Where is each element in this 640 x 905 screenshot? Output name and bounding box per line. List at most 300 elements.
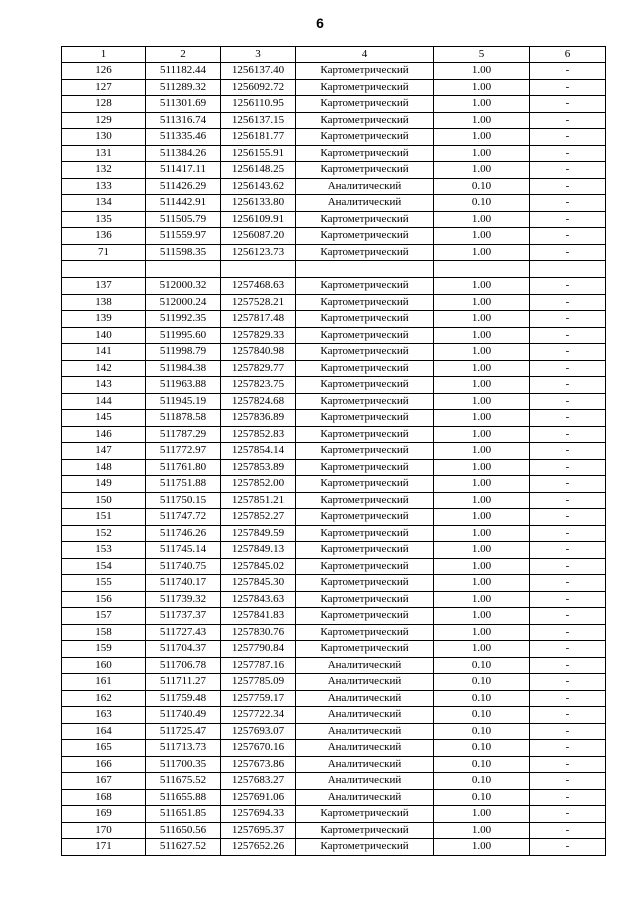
y-coordinate-cell: 1256155.91 (221, 145, 296, 162)
table-row (62, 789, 606, 806)
point-number-cell (62, 261, 146, 278)
accuracy-cell: 1.00 (434, 96, 530, 113)
note-cell: - (530, 690, 606, 707)
method-cell: Аналитический (296, 740, 434, 757)
point-number-cell: 127 (62, 79, 146, 96)
accuracy-cell: 1.00 (434, 509, 530, 526)
note-cell: - (530, 624, 606, 641)
method-cell (296, 261, 434, 278)
x-coordinate-cell: 511706.78 (146, 657, 221, 674)
x-coordinate-cell: 511963.88 (146, 377, 221, 394)
method-cell: Аналитический (296, 178, 434, 195)
table-row (62, 756, 606, 773)
accuracy-cell: 1.00 (434, 327, 530, 344)
method-cell: Аналитический (296, 195, 434, 212)
method-cell: Картометрический (296, 294, 434, 311)
table-row (62, 806, 606, 823)
point-number-cell: 149 (62, 476, 146, 493)
accuracy-cell: 1.00 (434, 344, 530, 361)
x-coordinate-cell: 511878.58 (146, 410, 221, 427)
note-cell: - (530, 344, 606, 361)
y-coordinate-cell: 1257673.86 (221, 756, 296, 773)
table-row (62, 674, 606, 691)
note-cell: - (530, 195, 606, 212)
y-coordinate-cell: 1257790.84 (221, 641, 296, 658)
y-coordinate-cell: 1257841.83 (221, 608, 296, 625)
y-coordinate-cell: 1257853.89 (221, 459, 296, 476)
point-number-cell: 151 (62, 509, 146, 526)
table-row (62, 377, 606, 394)
x-coordinate-cell: 511740.17 (146, 575, 221, 592)
point-number-cell: 136 (62, 228, 146, 245)
method-cell: Картометрический (296, 591, 434, 608)
y-coordinate-cell: 1257670.16 (221, 740, 296, 757)
method-cell: Аналитический (296, 657, 434, 674)
point-number-cell: 134 (62, 195, 146, 212)
note-cell: - (530, 558, 606, 575)
method-cell: Картометрический (296, 822, 434, 839)
point-number-cell: 133 (62, 178, 146, 195)
note-cell: - (530, 641, 606, 658)
table-row (62, 443, 606, 460)
table-row (62, 459, 606, 476)
y-coordinate-cell: 1256110.95 (221, 96, 296, 113)
method-cell: Аналитический (296, 773, 434, 790)
table-row (62, 360, 606, 377)
y-coordinate-cell: 1257823.75 (221, 377, 296, 394)
x-coordinate-cell: 511711.27 (146, 674, 221, 691)
point-number-cell: 171 (62, 839, 146, 856)
method-cell: Картометрический (296, 112, 434, 129)
note-cell: - (530, 294, 606, 311)
note-cell: - (530, 360, 606, 377)
point-number-cell: 152 (62, 525, 146, 542)
point-number-cell: 165 (62, 740, 146, 757)
table-row (62, 426, 606, 443)
point-number-cell: 156 (62, 591, 146, 608)
point-number-cell: 158 (62, 624, 146, 641)
y-coordinate-cell: 1257854.14 (221, 443, 296, 460)
note-cell: - (530, 509, 606, 526)
point-number-cell: 135 (62, 211, 146, 228)
table-row (62, 311, 606, 328)
x-coordinate-cell (146, 261, 221, 278)
point-number-cell: 142 (62, 360, 146, 377)
point-number-cell: 144 (62, 393, 146, 410)
x-coordinate-cell: 511745.14 (146, 542, 221, 559)
table-row (62, 112, 606, 129)
point-number-cell: 137 (62, 278, 146, 295)
accuracy-cell: 1.00 (434, 112, 530, 129)
accuracy-cell: 1.00 (434, 459, 530, 476)
y-coordinate-cell: 1257840.98 (221, 344, 296, 361)
point-number-cell: 147 (62, 443, 146, 460)
table-row (62, 558, 606, 575)
x-coordinate-cell: 511182.44 (146, 63, 221, 80)
note-cell: - (530, 756, 606, 773)
note-cell: - (530, 723, 606, 740)
x-coordinate-cell: 511335.46 (146, 129, 221, 146)
y-coordinate-cell: 1257785.09 (221, 674, 296, 691)
point-number-cell: 162 (62, 690, 146, 707)
note-cell: - (530, 789, 606, 806)
note-cell: - (530, 426, 606, 443)
y-coordinate-cell: 1257824.68 (221, 393, 296, 410)
note-cell: - (530, 459, 606, 476)
x-coordinate-cell: 511704.37 (146, 641, 221, 658)
accuracy-cell: 1.00 (434, 558, 530, 575)
note-cell: - (530, 377, 606, 394)
accuracy-cell: 1.00 (434, 476, 530, 493)
table-row (62, 79, 606, 96)
accuracy-cell: 0.10 (434, 674, 530, 691)
table-row (62, 542, 606, 559)
accuracy-cell: 0.10 (434, 195, 530, 212)
accuracy-cell: 1.00 (434, 228, 530, 245)
table-row (62, 492, 606, 509)
point-number-cell: 164 (62, 723, 146, 740)
method-cell: Картометрический (296, 509, 434, 526)
method-cell: Картометрический (296, 96, 434, 113)
header-cell-1: 1 (62, 47, 146, 63)
y-coordinate-cell: 1257468.63 (221, 278, 296, 295)
y-coordinate-cell: 1257694.33 (221, 806, 296, 823)
accuracy-cell: 1.00 (434, 377, 530, 394)
accuracy-cell: 1.00 (434, 575, 530, 592)
note-cell: - (530, 773, 606, 790)
method-cell: Аналитический (296, 723, 434, 740)
x-coordinate-cell: 511740.75 (146, 558, 221, 575)
note-cell: - (530, 443, 606, 460)
accuracy-cell: 1.00 (434, 806, 530, 823)
table-row (62, 228, 606, 245)
y-coordinate-cell: 1256143.62 (221, 178, 296, 195)
y-coordinate-cell: 1257652.26 (221, 839, 296, 856)
accuracy-cell: 1.00 (434, 79, 530, 96)
note-cell: - (530, 244, 606, 261)
table-row (62, 773, 606, 790)
method-cell: Картометрический (296, 145, 434, 162)
point-number-cell: 140 (62, 327, 146, 344)
method-cell: Картометрический (296, 327, 434, 344)
note-cell: - (530, 79, 606, 96)
point-number-cell: 167 (62, 773, 146, 790)
note-cell: - (530, 591, 606, 608)
y-coordinate-cell: 1257829.33 (221, 327, 296, 344)
y-coordinate-cell: 1257829.77 (221, 360, 296, 377)
header-cell-2: 2 (146, 47, 221, 63)
table-row (62, 608, 606, 625)
y-coordinate-cell: 1257695.37 (221, 822, 296, 839)
point-number-cell: 154 (62, 558, 146, 575)
point-number-cell: 161 (62, 674, 146, 691)
accuracy-cell: 0.10 (434, 773, 530, 790)
point-number-cell: 138 (62, 294, 146, 311)
accuracy-cell: 1.00 (434, 591, 530, 608)
x-coordinate-cell: 511442.91 (146, 195, 221, 212)
y-coordinate-cell: 1256087.20 (221, 228, 296, 245)
method-cell: Картометрический (296, 311, 434, 328)
table-row (62, 145, 606, 162)
accuracy-cell: 1.00 (434, 311, 530, 328)
x-coordinate-cell: 512000.24 (146, 294, 221, 311)
note-cell: - (530, 129, 606, 146)
method-cell: Картометрический (296, 244, 434, 261)
accuracy-cell: 1.00 (434, 822, 530, 839)
table-row (62, 244, 606, 261)
note-cell: - (530, 657, 606, 674)
note-cell: - (530, 575, 606, 592)
note-cell: - (530, 410, 606, 427)
accuracy-cell: 0.10 (434, 740, 530, 757)
accuracy-cell: 1.00 (434, 426, 530, 443)
method-cell: Картометрический (296, 624, 434, 641)
note-cell: - (530, 707, 606, 724)
x-coordinate-cell: 511945.19 (146, 393, 221, 410)
accuracy-cell: 1.00 (434, 492, 530, 509)
method-cell: Аналитический (296, 690, 434, 707)
method-cell: Картометрический (296, 426, 434, 443)
note-cell: - (530, 112, 606, 129)
y-coordinate-cell: 1256133.80 (221, 195, 296, 212)
accuracy-cell (434, 261, 530, 278)
y-coordinate-cell: 1257851.21 (221, 492, 296, 509)
table-row (62, 178, 606, 195)
x-coordinate-cell: 511651.85 (146, 806, 221, 823)
note-cell: - (530, 162, 606, 179)
table-row (62, 591, 606, 608)
table-row (62, 839, 606, 856)
y-coordinate-cell: 1257759.17 (221, 690, 296, 707)
table-row (62, 96, 606, 113)
note-cell: - (530, 211, 606, 228)
y-coordinate-cell: 1257830.76 (221, 624, 296, 641)
y-coordinate-cell: 1257817.48 (221, 311, 296, 328)
note-cell: - (530, 228, 606, 245)
method-cell: Картометрический (296, 459, 434, 476)
note-cell: - (530, 327, 606, 344)
x-coordinate-cell: 511747.72 (146, 509, 221, 526)
accuracy-cell: 1.00 (434, 624, 530, 641)
note-cell: - (530, 145, 606, 162)
table-row (62, 344, 606, 361)
table-row (62, 195, 606, 212)
x-coordinate-cell: 511559.97 (146, 228, 221, 245)
x-coordinate-cell: 511289.32 (146, 79, 221, 96)
x-coordinate-cell: 511700.35 (146, 756, 221, 773)
point-number-cell: 150 (62, 492, 146, 509)
accuracy-cell: 0.10 (434, 657, 530, 674)
header-cell-5: 5 (434, 47, 530, 63)
x-coordinate-cell: 511316.74 (146, 112, 221, 129)
accuracy-cell: 1.00 (434, 162, 530, 179)
x-coordinate-cell: 511713.73 (146, 740, 221, 757)
accuracy-cell: 1.00 (434, 63, 530, 80)
method-cell: Картометрический (296, 492, 434, 509)
x-coordinate-cell: 511737.37 (146, 608, 221, 625)
table-header-row (62, 47, 606, 63)
x-coordinate-cell: 511787.29 (146, 426, 221, 443)
method-cell: Картометрический (296, 63, 434, 80)
table-row (62, 624, 606, 641)
y-coordinate-cell: 1256148.25 (221, 162, 296, 179)
method-cell: Картометрический (296, 278, 434, 295)
y-coordinate-cell: 1257528.21 (221, 294, 296, 311)
point-number-cell: 132 (62, 162, 146, 179)
x-coordinate-cell: 511739.32 (146, 591, 221, 608)
x-coordinate-cell: 512000.32 (146, 278, 221, 295)
x-coordinate-cell: 511998.79 (146, 344, 221, 361)
table-row (62, 261, 606, 278)
note-cell: - (530, 542, 606, 559)
table-row (62, 509, 606, 526)
x-coordinate-cell: 511627.52 (146, 839, 221, 856)
method-cell: Картометрический (296, 839, 434, 856)
method-cell: Картометрический (296, 806, 434, 823)
method-cell: Картометрический (296, 162, 434, 179)
method-cell: Аналитический (296, 789, 434, 806)
point-number-cell: 129 (62, 112, 146, 129)
y-coordinate-cell: 1256123.73 (221, 244, 296, 261)
point-number-cell: 131 (62, 145, 146, 162)
method-cell: Картометрический (296, 608, 434, 625)
method-cell: Картометрический (296, 542, 434, 559)
y-coordinate-cell: 1256137.15 (221, 112, 296, 129)
page-number: 6 (316, 15, 324, 31)
accuracy-cell: 1.00 (434, 129, 530, 146)
point-number-cell: 160 (62, 657, 146, 674)
point-number-cell: 166 (62, 756, 146, 773)
note-cell: - (530, 96, 606, 113)
accuracy-cell: 1.00 (434, 443, 530, 460)
accuracy-cell: 0.10 (434, 690, 530, 707)
note-cell: - (530, 608, 606, 625)
point-number-cell: 141 (62, 344, 146, 361)
accuracy-cell: 0.10 (434, 178, 530, 195)
note-cell: - (530, 525, 606, 542)
y-coordinate-cell: 1257852.83 (221, 426, 296, 443)
table-row (62, 707, 606, 724)
x-coordinate-cell: 511727.43 (146, 624, 221, 641)
point-number-cell: 163 (62, 707, 146, 724)
table-row (62, 575, 606, 592)
x-coordinate-cell: 511675.52 (146, 773, 221, 790)
method-cell: Картометрический (296, 476, 434, 493)
accuracy-cell: 1.00 (434, 608, 530, 625)
y-coordinate-cell: 1257849.59 (221, 525, 296, 542)
table-row (62, 740, 606, 757)
point-number-cell: 157 (62, 608, 146, 625)
table-row (62, 525, 606, 542)
y-coordinate-cell: 1257852.27 (221, 509, 296, 526)
point-number-cell: 139 (62, 311, 146, 328)
x-coordinate-cell: 511417.11 (146, 162, 221, 179)
y-coordinate-cell: 1257849.13 (221, 542, 296, 559)
x-coordinate-cell: 511772.97 (146, 443, 221, 460)
point-number-cell: 153 (62, 542, 146, 559)
x-coordinate-cell: 511655.88 (146, 789, 221, 806)
note-cell: - (530, 278, 606, 295)
y-coordinate-cell: 1256092.72 (221, 79, 296, 96)
accuracy-cell: 0.10 (434, 756, 530, 773)
accuracy-cell: 1.00 (434, 211, 530, 228)
accuracy-cell: 1.00 (434, 542, 530, 559)
table-row (62, 211, 606, 228)
y-coordinate-cell: 1256109.91 (221, 211, 296, 228)
y-coordinate-cell: 1257693.07 (221, 723, 296, 740)
table-row (62, 327, 606, 344)
point-number-cell: 168 (62, 789, 146, 806)
method-cell: Аналитический (296, 674, 434, 691)
method-cell: Картометрический (296, 410, 434, 427)
note-cell: - (530, 63, 606, 80)
note-cell: - (530, 178, 606, 195)
method-cell: Картометрический (296, 79, 434, 96)
accuracy-cell: 0.10 (434, 707, 530, 724)
x-coordinate-cell: 511650.56 (146, 822, 221, 839)
x-coordinate-cell: 511750.15 (146, 492, 221, 509)
method-cell: Картометрический (296, 228, 434, 245)
note-cell: - (530, 476, 606, 493)
y-coordinate-cell: 1257845.30 (221, 575, 296, 592)
point-number-cell: 159 (62, 641, 146, 658)
table-body (62, 63, 606, 856)
table-row (62, 822, 606, 839)
table-row (62, 129, 606, 146)
point-number-cell: 126 (62, 63, 146, 80)
y-coordinate-cell: 1257683.27 (221, 773, 296, 790)
method-cell: Картометрический (296, 443, 434, 460)
table-row (62, 162, 606, 179)
accuracy-cell: 1.00 (434, 145, 530, 162)
table-row (62, 278, 606, 295)
point-number-cell: 128 (62, 96, 146, 113)
note-cell: - (530, 674, 606, 691)
accuracy-cell: 1.00 (434, 360, 530, 377)
method-cell: Картометрический (296, 558, 434, 575)
table-row (62, 63, 606, 80)
point-number-cell: 148 (62, 459, 146, 476)
y-coordinate-cell: 1257691.06 (221, 789, 296, 806)
point-number-cell: 169 (62, 806, 146, 823)
method-cell: Картометрический (296, 211, 434, 228)
note-cell: - (530, 740, 606, 757)
y-coordinate-cell: 1257845.02 (221, 558, 296, 575)
method-cell: Картометрический (296, 525, 434, 542)
header-cell-4: 4 (296, 47, 434, 63)
method-cell: Картометрический (296, 393, 434, 410)
point-number-cell: 130 (62, 129, 146, 146)
note-cell: - (530, 822, 606, 839)
table-row (62, 657, 606, 674)
note-cell: - (530, 311, 606, 328)
table-row (62, 476, 606, 493)
y-coordinate-cell: 1257843.63 (221, 591, 296, 608)
x-coordinate-cell: 511740.49 (146, 707, 221, 724)
table-row (62, 294, 606, 311)
point-number-cell: 71 (62, 244, 146, 261)
accuracy-cell: 0.10 (434, 789, 530, 806)
x-coordinate-cell: 511759.48 (146, 690, 221, 707)
table-row (62, 690, 606, 707)
table-row (62, 393, 606, 410)
coordinates-table (61, 46, 606, 856)
x-coordinate-cell: 511761.80 (146, 459, 221, 476)
x-coordinate-cell: 511725.47 (146, 723, 221, 740)
method-cell: Картометрический (296, 129, 434, 146)
note-cell (530, 261, 606, 278)
accuracy-cell: 1.00 (434, 839, 530, 856)
